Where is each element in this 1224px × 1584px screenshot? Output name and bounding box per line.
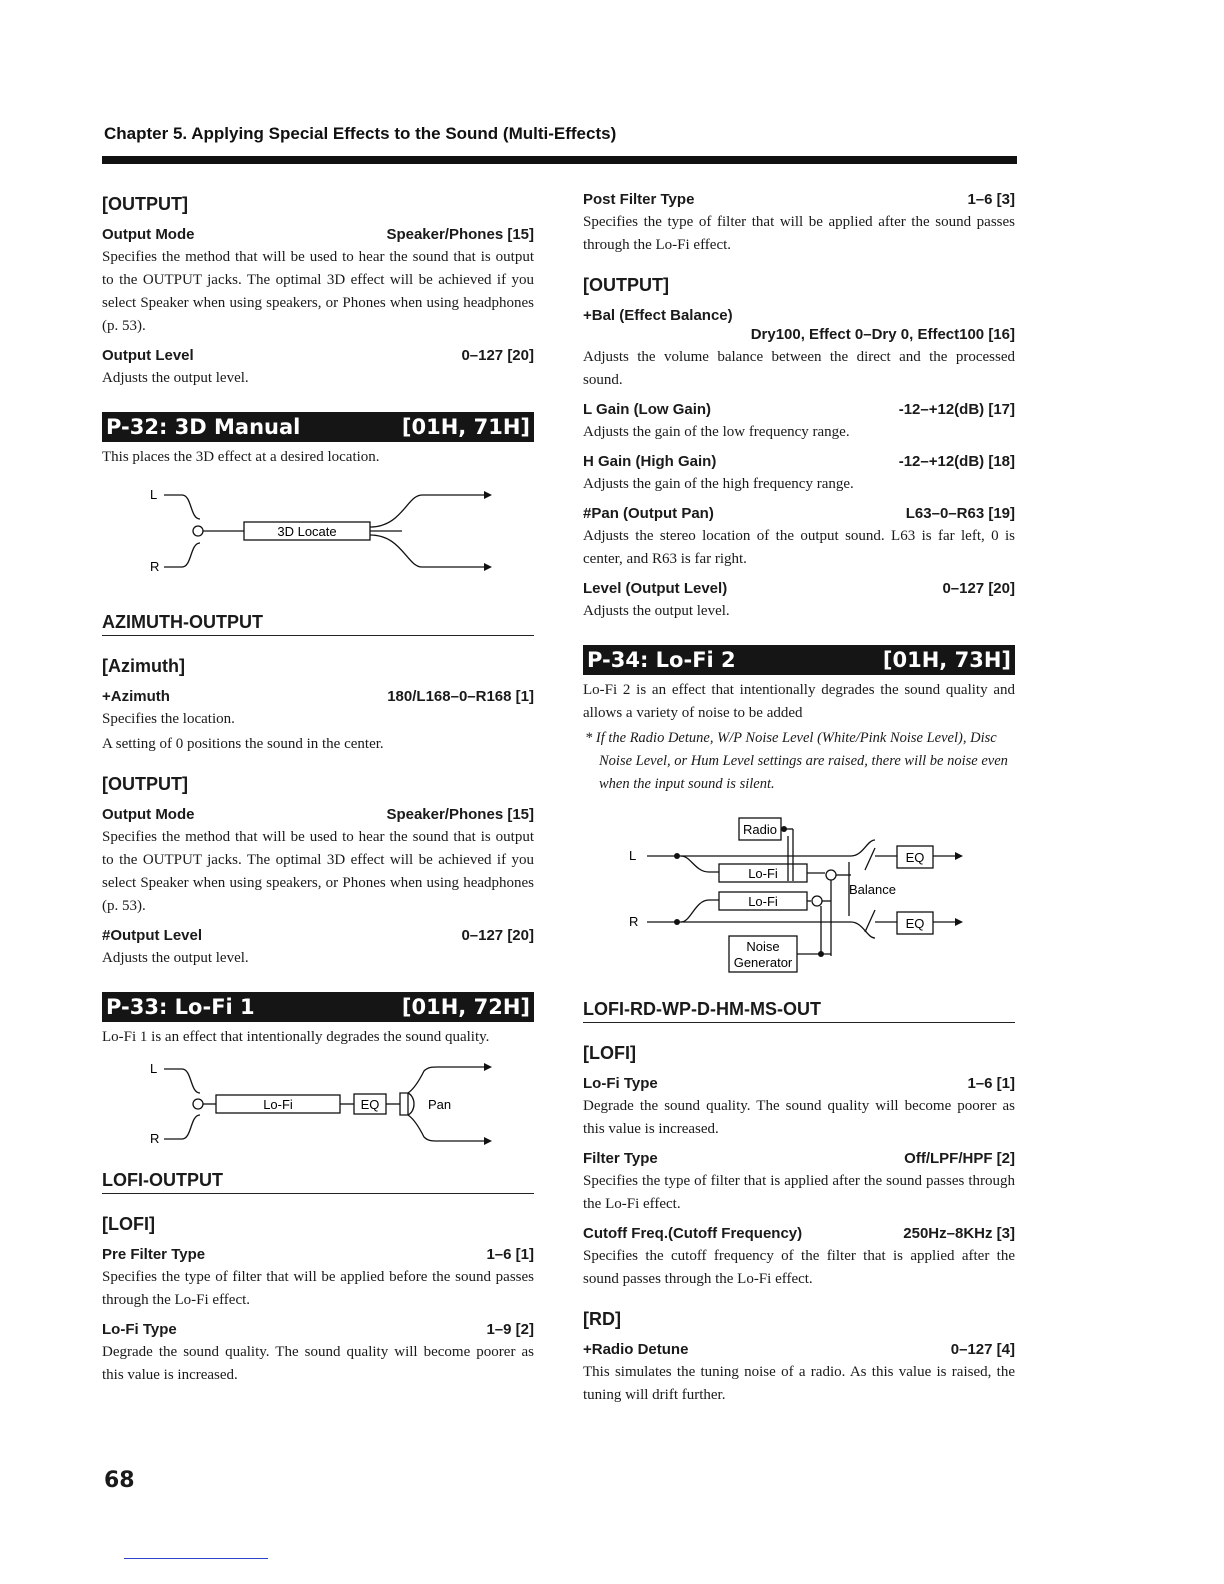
patch-desc: Lo-Fi 1 is an effect that intentionally degrades the sound quality. (102, 1029, 490, 1045)
param-desc: A setting of 0 positions the sound in the center. (102, 736, 384, 752)
right-column (583, 186, 1015, 1407)
param-desc: Specifies the method that will be used to hear the sound that is output to the OUTPUT jacks. The optimal 3D effect will be achieved if you select Speaker when using speakers, or Phones when using headphones (p. 53). (102, 249, 534, 334)
lofi1-diagram (102, 1049, 534, 1159)
patch-title: P-33: Lo-Fi 1 (106, 995, 255, 1019)
param-pre-filter-type (102, 1245, 534, 1264)
param-name: Filter Type (583, 1150, 658, 1167)
param-filter-type (583, 1149, 1015, 1168)
param-desc: Specifies the cutoff frequency of the filter that is applied after the sound passes through the Lo-Fi effect. (583, 1248, 1015, 1287)
param-range: L63–0–R63 [19] (905, 505, 1015, 522)
param-name: Output Level (102, 347, 194, 364)
param-name: L Gain (Low Gain) (583, 401, 712, 418)
param-desc: Specifies the location. (102, 711, 235, 727)
footer-line (124, 1558, 268, 1559)
param-output-mode (102, 805, 534, 824)
param-name: Post Filter Type (583, 191, 695, 208)
param-radio-detune (583, 1340, 1015, 1359)
diagram-eq2-label: EQ (905, 916, 925, 931)
diagram-lofi2-label: Lo-Fi (748, 894, 778, 909)
diagram-lofi1-label: Lo-Fi (748, 866, 778, 881)
param-post-filter-type (583, 190, 1015, 209)
param-name: #Output Level (102, 927, 203, 944)
algorithm-heading: LOFI-RD-WP-D-HM-MS-OUT (583, 999, 1015, 1023)
patch-header-p34 (583, 645, 1015, 675)
diagram-balance-label: Balance (849, 882, 896, 897)
param-azimuth (102, 687, 534, 706)
param-lofi-type (102, 1320, 534, 1339)
output-heading: [OUTPUT] (102, 194, 188, 214)
patch-code: [01H, 73H] (882, 648, 1011, 672)
algorithm-heading: LOFI-OUTPUT (102, 1170, 534, 1194)
param-range: 1–6 [1] (486, 1246, 534, 1263)
patch-note: * If the Radio Detune, W/P Noise Level (White/Pink Noise Level), Disc Noise Level, or Hum Level settings are raised, there will be noise even when the input sound is silent. (585, 730, 1008, 792)
param-desc: Specifies the type of filter that will be applied after the sound passes through the Lo-Fi effect. (583, 214, 1015, 253)
chapter-rule (102, 156, 1017, 164)
diagram-noise2-label: Generator (733, 955, 793, 970)
param-name: Level (Output Level) (583, 580, 728, 597)
algorithm-heading: AZIMUTH-OUTPUT (102, 612, 534, 636)
param-range: 180/L168–0–R168 [1] (387, 688, 534, 705)
param-range: 1–9 [2] (486, 1321, 534, 1338)
patch-header-p32 (102, 412, 534, 442)
diagram-eq1-label: EQ (905, 850, 925, 865)
param-range: Speaker/Phones [15] (386, 226, 534, 243)
param-range: -12–+12(dB) [18] (898, 453, 1015, 470)
param-range: Off/LPF/HPF [2] (904, 1150, 1015, 1167)
diagram-block-label: Lo-Fi (263, 1097, 293, 1112)
left-column (102, 186, 534, 1387)
output-heading: [OUTPUT] (102, 774, 188, 794)
param-desc: Adjusts the gain of the high frequency range. (583, 476, 854, 492)
param-range: 0–127 [4] (950, 1341, 1015, 1358)
param-low-gain (583, 400, 1015, 419)
param-range: 0–127 [20] (461, 347, 534, 364)
param-desc: Adjusts the stereo location of the output sound. L63 is far left, 0 is center, and R63 is far right. (583, 528, 1015, 567)
rd-heading: [RD] (583, 1309, 621, 1329)
chapter-title: Chapter 5. Applying Special Effects to the Sound (Multi-Effects) (104, 124, 617, 143)
param-cutoff-frequency (583, 1224, 1015, 1243)
param-desc: Adjusts the gain of the low frequency range. (583, 424, 850, 440)
patch-code: [01H, 72H] (401, 995, 530, 1019)
lofi2-diagram (583, 796, 1015, 986)
diagram-pan-label: Pan (428, 1097, 452, 1112)
param-lofi-type (583, 1074, 1015, 1093)
param-name: Output Mode (102, 806, 195, 823)
azimuth-heading: [Azimuth] (102, 656, 185, 676)
patch-header-p33 (102, 992, 534, 1022)
patch-code: [01H, 71H] (401, 415, 530, 439)
patch-desc: This places the 3D effect at a desired location. (102, 449, 380, 465)
patch-title: P-32: 3D Manual (106, 415, 301, 439)
3d-manual-diagram (102, 469, 534, 589)
patch-desc: Lo-Fi 2 is an effect that intentionally degrades the sound quality and allows a variety of noise to be added (583, 682, 1015, 721)
param-high-gain (583, 452, 1015, 471)
param-desc: Specifies the method that will be used to hear the sound that is output to the OUTPUT jacks. The optimal 3D effect will be achieved if you select Speaker when using speakers, or Phones when using headphones (p. 53). (102, 829, 534, 914)
param-desc: Adjusts the output level. (102, 370, 249, 386)
param-desc: Specifies the type of filter that is applied after the sound passes through the Lo-Fi effect. (583, 1173, 1015, 1212)
param-desc: This simulates the tuning noise of a radio. As this value is raised, the tuning will drift further. (583, 1364, 1015, 1403)
param-range: 0–127 [20] (461, 927, 534, 944)
param-output-level (102, 346, 534, 365)
param-range: Dry100, Effect 0–Dry 0, Effect100 [16] (750, 326, 1015, 343)
param-name: Output Mode (102, 226, 195, 243)
param-output-pan (583, 504, 1015, 523)
param-range: -12–+12(dB) [17] (898, 401, 1015, 418)
param-name: Cutoff Freq.(Cutoff Frequency) (583, 1225, 803, 1242)
param-name: +Radio Detune (583, 1341, 689, 1358)
diagram-block-label: 3D Locate (277, 524, 337, 539)
param-range: Speaker/Phones [15] (386, 806, 534, 823)
diagram-r-label: R (150, 559, 160, 574)
diagram-r-label: R (629, 914, 639, 929)
param-range: 1–6 [3] (967, 191, 1015, 208)
param-output-level (102, 926, 534, 945)
param-effect-balance (583, 306, 1015, 344)
param-desc: Adjusts the volume balance between the direct and the processed sound. (583, 349, 1015, 388)
param-name: +Azimuth (102, 688, 170, 705)
param-name: #Pan (Output Pan) (583, 505, 714, 522)
diagram-l-label: L (150, 487, 158, 502)
param-desc: Degrade the sound quality. The sound quality will become poorer as this value is increased. (583, 1098, 1015, 1137)
diagram-l-label: L (150, 1061, 158, 1076)
diagram-eq-label: EQ (360, 1097, 380, 1112)
diagram-radio-label: Radio (743, 822, 777, 837)
param-desc: Adjusts the output level. (102, 950, 249, 966)
param-range: 0–127 [20] (942, 580, 1015, 597)
param-desc: Specifies the type of filter that will be applied before the sound passes through the Lo-Fi effect. (102, 1269, 534, 1308)
param-desc: Degrade the sound quality. The sound quality will become poorer as this value is increased. (102, 1344, 534, 1383)
param-name: H Gain (High Gain) (583, 453, 717, 470)
param-name: Pre Filter Type (102, 1246, 206, 1263)
patch-title: P-34: Lo-Fi 2 (587, 648, 736, 672)
param-range: 250Hz–8KHz [3] (903, 1225, 1015, 1242)
diagram-l-label: L (629, 848, 637, 863)
param-range: 1–6 [1] (967, 1075, 1015, 1092)
lofi-heading: [LOFI] (102, 1214, 155, 1234)
output-heading: [OUTPUT] (583, 275, 669, 295)
lofi-heading: [LOFI] (583, 1043, 636, 1063)
diagram-r-label: R (150, 1131, 160, 1146)
param-output-level (583, 579, 1015, 598)
param-output-mode (102, 225, 534, 244)
param-name: Lo-Fi Type (102, 1321, 177, 1338)
param-desc: Adjusts the output level. (583, 603, 730, 619)
param-name: Lo-Fi Type (583, 1075, 658, 1092)
page-number: 68 (104, 1468, 135, 1493)
diagram-noise1-label: Noise (746, 939, 780, 954)
param-name: +Bal (Effect Balance) (583, 307, 733, 324)
